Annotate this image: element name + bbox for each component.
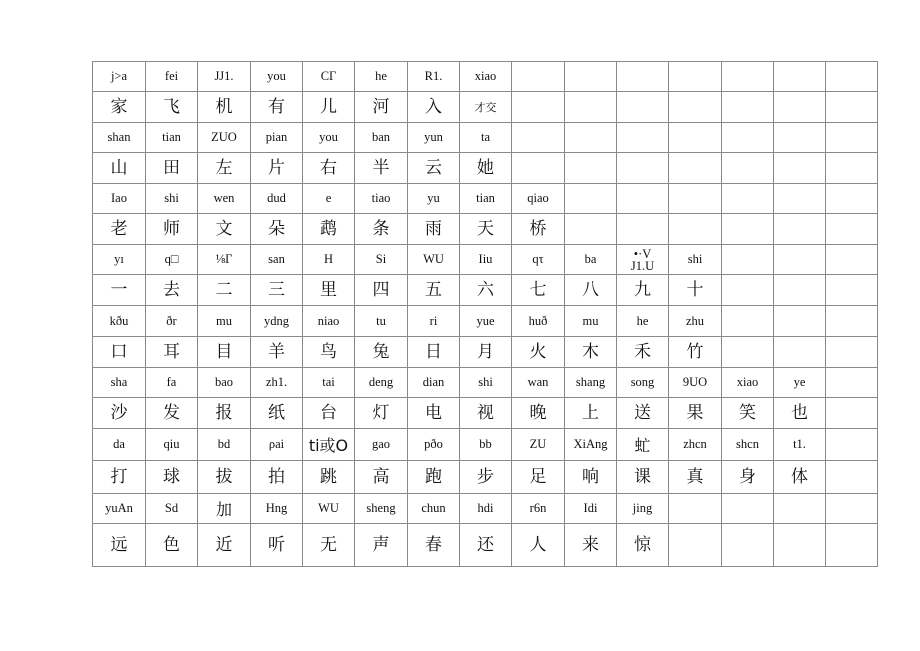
empty-cell [617, 123, 669, 153]
character-cell: 响 [565, 461, 617, 494]
character-cell: 家 [93, 92, 146, 123]
character-cell: 条 [355, 214, 408, 245]
character-cell: 鸟 [303, 337, 355, 368]
empty-cell [826, 92, 878, 123]
pinyin-cell: zh1. [251, 368, 303, 398]
character-cell: 打 [93, 461, 146, 494]
empty-cell [722, 524, 774, 567]
pinyin-cell: r6n [512, 494, 565, 524]
pinyin-cell: tu [355, 306, 408, 337]
empty-cell [774, 524, 826, 567]
empty-cell [826, 494, 878, 524]
pinyin-cell: tian [460, 184, 512, 214]
character-cell: 听 [251, 524, 303, 567]
character-cell: 半 [355, 153, 408, 184]
character-cell: 真 [669, 461, 722, 494]
pinyin-cell: ðr [146, 306, 198, 337]
pinyin-cell: shi [460, 368, 512, 398]
character-cell: 天 [460, 214, 512, 245]
character-cell: 河 [355, 92, 408, 123]
pinyin-cell: j>a [93, 62, 146, 92]
character-cell: 跳 [303, 461, 355, 494]
character-cell: 六 [460, 275, 512, 306]
pinyin-cell: bd [198, 429, 251, 461]
empty-cell [722, 245, 774, 275]
pinyin-cell: WU [303, 494, 355, 524]
empty-cell [826, 245, 878, 275]
pinyin-cell: shan [93, 123, 146, 153]
empty-cell [826, 306, 878, 337]
pinyin-cell: yun [408, 123, 460, 153]
empty-cell [565, 92, 617, 123]
pinyin-cell: ti或O [303, 429, 355, 461]
character-cell: 去 [146, 275, 198, 306]
character-cell: 三 [251, 275, 303, 306]
character-cell: 十 [669, 275, 722, 306]
empty-cell [722, 337, 774, 368]
pinyin-cell: yı [93, 245, 146, 275]
character-cell: 人 [512, 524, 565, 567]
pinyin-cell: shang [565, 368, 617, 398]
pinyin-cell: Hng [251, 494, 303, 524]
empty-cell [774, 123, 826, 153]
pinyin-cell: •·V J1.U [617, 245, 669, 275]
empty-cell [617, 62, 669, 92]
pinyin-cell: pðo [408, 429, 460, 461]
character-cell: 云 [408, 153, 460, 184]
empty-cell [826, 429, 878, 461]
empty-cell [617, 214, 669, 245]
empty-cell [617, 153, 669, 184]
pinyin-cell: san [251, 245, 303, 275]
character-cell: 雨 [408, 214, 460, 245]
character-cell: 口 [93, 337, 146, 368]
empty-cell [669, 184, 722, 214]
pinyin-cell: CΓ [303, 62, 355, 92]
pinyin-row [93, 306, 878, 337]
pinyin-cell: qiao [512, 184, 565, 214]
pinyin-cell: shcn [722, 429, 774, 461]
empty-cell [722, 275, 774, 306]
pinyin-cell: you [303, 123, 355, 153]
character-cell: 上 [565, 398, 617, 429]
pinyin-cell: huð [512, 306, 565, 337]
pinyin-cell: ba [565, 245, 617, 275]
character-cell: 报 [198, 398, 251, 429]
pinyin-cell: H [303, 245, 355, 275]
empty-cell [722, 306, 774, 337]
pinyin-cell: ye [774, 368, 826, 398]
character-cell: 晚 [512, 398, 565, 429]
character-cell: 电 [408, 398, 460, 429]
character-cell: 步 [460, 461, 512, 494]
character-cell: 跑 [408, 461, 460, 494]
character-cell: 片 [251, 153, 303, 184]
hanzi-row [93, 461, 878, 494]
pinyin-cell: dian [408, 368, 460, 398]
character-cell: 鹉 [303, 214, 355, 245]
empty-cell [826, 398, 878, 429]
empty-cell [565, 153, 617, 184]
pinyin-row [93, 62, 878, 92]
empty-cell [669, 62, 722, 92]
character-cell: 桥 [512, 214, 565, 245]
hanzi-row [93, 275, 878, 306]
character-cell: 发 [146, 398, 198, 429]
pinyin-cell: q□ [146, 245, 198, 275]
pinyin-cell: ZUO [198, 123, 251, 153]
pinyin-cell: jing [617, 494, 669, 524]
pinyin-cell: fa [146, 368, 198, 398]
empty-cell [565, 184, 617, 214]
pinyin-cell: Idi [565, 494, 617, 524]
empty-cell [722, 92, 774, 123]
pinyin-cell: xiao [722, 368, 774, 398]
character-cell: 色 [146, 524, 198, 567]
character-cell: 九 [617, 275, 669, 306]
empty-cell [722, 153, 774, 184]
pinyin-cell: e [303, 184, 355, 214]
pinyin-cell: wen [198, 184, 251, 214]
character-cell: 老 [93, 214, 146, 245]
empty-cell [669, 494, 722, 524]
pinyin-cell: zhu [669, 306, 722, 337]
pinyin-cell: hdi [460, 494, 512, 524]
pinyin-cell: fei [146, 62, 198, 92]
character-cell: 有 [251, 92, 303, 123]
hanzi-row [93, 92, 878, 123]
pinyin-cell: qτ [512, 245, 565, 275]
empty-cell [669, 214, 722, 245]
character-cell: 七 [512, 275, 565, 306]
empty-cell [722, 62, 774, 92]
hanzi-row [93, 337, 878, 368]
character-cell: 高 [355, 461, 408, 494]
character-cell: 入 [408, 92, 460, 123]
character-cell: 她 [460, 153, 512, 184]
empty-cell [774, 62, 826, 92]
pinyin-cell: ta [460, 123, 512, 153]
pinyin-cell: Sd [146, 494, 198, 524]
pinyin-cell: 虻 [617, 429, 669, 461]
character-cell: 拔 [198, 461, 251, 494]
empty-cell [826, 337, 878, 368]
empty-cell [774, 245, 826, 275]
character-cell: 兔 [355, 337, 408, 368]
empty-cell [669, 123, 722, 153]
character-cell: 足 [512, 461, 565, 494]
pinyin-cell: JJ1. [198, 62, 251, 92]
pinyin-cell: R1. [408, 62, 460, 92]
character-cell: 近 [198, 524, 251, 567]
pinyin-cell: Iiu [460, 245, 512, 275]
character-cell: 声 [355, 524, 408, 567]
pinyin-cell: zhcn [669, 429, 722, 461]
hanzi-row [93, 524, 878, 567]
character-cell: 二 [198, 275, 251, 306]
empty-cell [826, 123, 878, 153]
pinyin-cell: ri [408, 306, 460, 337]
character-cell: 五 [408, 275, 460, 306]
pinyin-character-grid [92, 61, 878, 567]
empty-cell [617, 92, 669, 123]
pinyin-cell: shi [669, 245, 722, 275]
character-cell: 儿 [303, 92, 355, 123]
character-cell: 无 [303, 524, 355, 567]
character-cell: 目 [198, 337, 251, 368]
empty-cell [722, 184, 774, 214]
empty-cell [722, 214, 774, 245]
pinyin-cell: Iao [93, 184, 146, 214]
pinyin-row [93, 368, 878, 398]
empty-cell [826, 275, 878, 306]
empty-cell [669, 524, 722, 567]
character-cell: 里 [303, 275, 355, 306]
empty-cell [774, 306, 826, 337]
character-cell: 远 [93, 524, 146, 567]
character-cell: 一 [93, 275, 146, 306]
pinyin-cell: mu [198, 306, 251, 337]
character-cell: 耳 [146, 337, 198, 368]
character-cell: 禾 [617, 337, 669, 368]
empty-cell [512, 153, 565, 184]
pinyin-row [93, 123, 878, 153]
pinyin-cell: yu [408, 184, 460, 214]
pinyin-cell: niao [303, 306, 355, 337]
pinyin-cell: song [617, 368, 669, 398]
pinyin-cell: tai [303, 368, 355, 398]
character-cell: 朵 [251, 214, 303, 245]
empty-cell [669, 92, 722, 123]
pinyin-cell: he [355, 62, 408, 92]
character-cell: 山 [93, 153, 146, 184]
empty-cell [565, 62, 617, 92]
pinyin-cell: yue [460, 306, 512, 337]
pinyin-row [93, 245, 878, 275]
pinyin-cell: Si [355, 245, 408, 275]
empty-cell [512, 62, 565, 92]
pinyin-cell: 9UO [669, 368, 722, 398]
empty-cell [774, 92, 826, 123]
pinyin-cell: sheng [355, 494, 408, 524]
pinyin-cell: he [617, 306, 669, 337]
character-cell: 左 [198, 153, 251, 184]
pinyin-cell: kðu [93, 306, 146, 337]
empty-cell [774, 494, 826, 524]
pinyin-cell: da [93, 429, 146, 461]
empty-cell [722, 123, 774, 153]
character-cell: 视 [460, 398, 512, 429]
pinyin-cell: bao [198, 368, 251, 398]
pinyin-cell: you [251, 62, 303, 92]
character-cell: 月 [460, 337, 512, 368]
pinyin-cell: pian [251, 123, 303, 153]
hanzi-row [93, 214, 878, 245]
empty-cell [774, 153, 826, 184]
character-cell: 课 [617, 461, 669, 494]
pinyin-cell: deng [355, 368, 408, 398]
pinyin-cell: ⅛Γ [198, 245, 251, 275]
empty-cell [826, 184, 878, 214]
pinyin-cell: WU [408, 245, 460, 275]
character-cell: 来 [565, 524, 617, 567]
pinyin-row [93, 429, 878, 461]
pinyin-cell: ydng [251, 306, 303, 337]
empty-cell [669, 153, 722, 184]
empty-cell [774, 184, 826, 214]
hanzi-row [93, 398, 878, 429]
pinyin-row [93, 494, 878, 524]
character-cell: 师 [146, 214, 198, 245]
empty-cell [617, 184, 669, 214]
pinyin-cell: yuAn [93, 494, 146, 524]
character-cell: 果 [669, 398, 722, 429]
character-cell: 机 [198, 92, 251, 123]
pinyin-cell: bb [460, 429, 512, 461]
pinyin-cell: XiAng [565, 429, 617, 461]
pinyin-cell: t1. [774, 429, 826, 461]
pinyin-cell: ban [355, 123, 408, 153]
character-cell: 惊 [617, 524, 669, 567]
pinyin-cell: mu [565, 306, 617, 337]
pinyin-cell: qiu [146, 429, 198, 461]
character-cell: 日 [408, 337, 460, 368]
empty-cell [826, 214, 878, 245]
character-cell: 羊 [251, 337, 303, 368]
empty-cell [826, 368, 878, 398]
pinyin-cell: ρai [251, 429, 303, 461]
character-cell: 沙 [93, 398, 146, 429]
character-cell: 拍 [251, 461, 303, 494]
pinyin-cell: xiao [460, 62, 512, 92]
empty-cell [512, 92, 565, 123]
empty-cell [512, 123, 565, 153]
pinyin-cell: tiao [355, 184, 408, 214]
character-cell: 田 [146, 153, 198, 184]
empty-cell [565, 123, 617, 153]
empty-cell [826, 62, 878, 92]
character-cell: 笑 [722, 398, 774, 429]
character-cell: 身 [722, 461, 774, 494]
character-cell: 文 [198, 214, 251, 245]
character-cell: 还 [460, 524, 512, 567]
empty-cell [826, 153, 878, 184]
character-cell: 台 [303, 398, 355, 429]
character-cell: 火 [512, 337, 565, 368]
pinyin-cell: shi [146, 184, 198, 214]
hanzi-row [93, 153, 878, 184]
character-cell: 四 [355, 275, 408, 306]
character-cell: 灯 [355, 398, 408, 429]
pinyin-cell: dud [251, 184, 303, 214]
character-cell: 春 [408, 524, 460, 567]
character-cell: 八 [565, 275, 617, 306]
empty-cell [722, 494, 774, 524]
character-cell: 竹 [669, 337, 722, 368]
character-cell: 飞 [146, 92, 198, 123]
pinyin-cell: ZU [512, 429, 565, 461]
pinyin-cell: chun [408, 494, 460, 524]
empty-cell [774, 337, 826, 368]
empty-cell [826, 461, 878, 494]
pinyin-cell: tian [146, 123, 198, 153]
pinyin-cell: 加 [198, 494, 251, 524]
character-cell: 纸 [251, 398, 303, 429]
empty-cell [565, 214, 617, 245]
character-cell: 体 [774, 461, 826, 494]
character-cell: 送 [617, 398, 669, 429]
character-cell: 也 [774, 398, 826, 429]
character-cell: 才交 [460, 92, 512, 123]
character-cell: 右 [303, 153, 355, 184]
pinyin-cell: sha [93, 368, 146, 398]
empty-cell [774, 275, 826, 306]
pinyin-cell: gao [355, 429, 408, 461]
pinyin-row [93, 184, 878, 214]
pinyin-cell: wan [512, 368, 565, 398]
empty-cell [774, 214, 826, 245]
character-cell: 木 [565, 337, 617, 368]
empty-cell [826, 524, 878, 567]
character-cell: 球 [146, 461, 198, 494]
